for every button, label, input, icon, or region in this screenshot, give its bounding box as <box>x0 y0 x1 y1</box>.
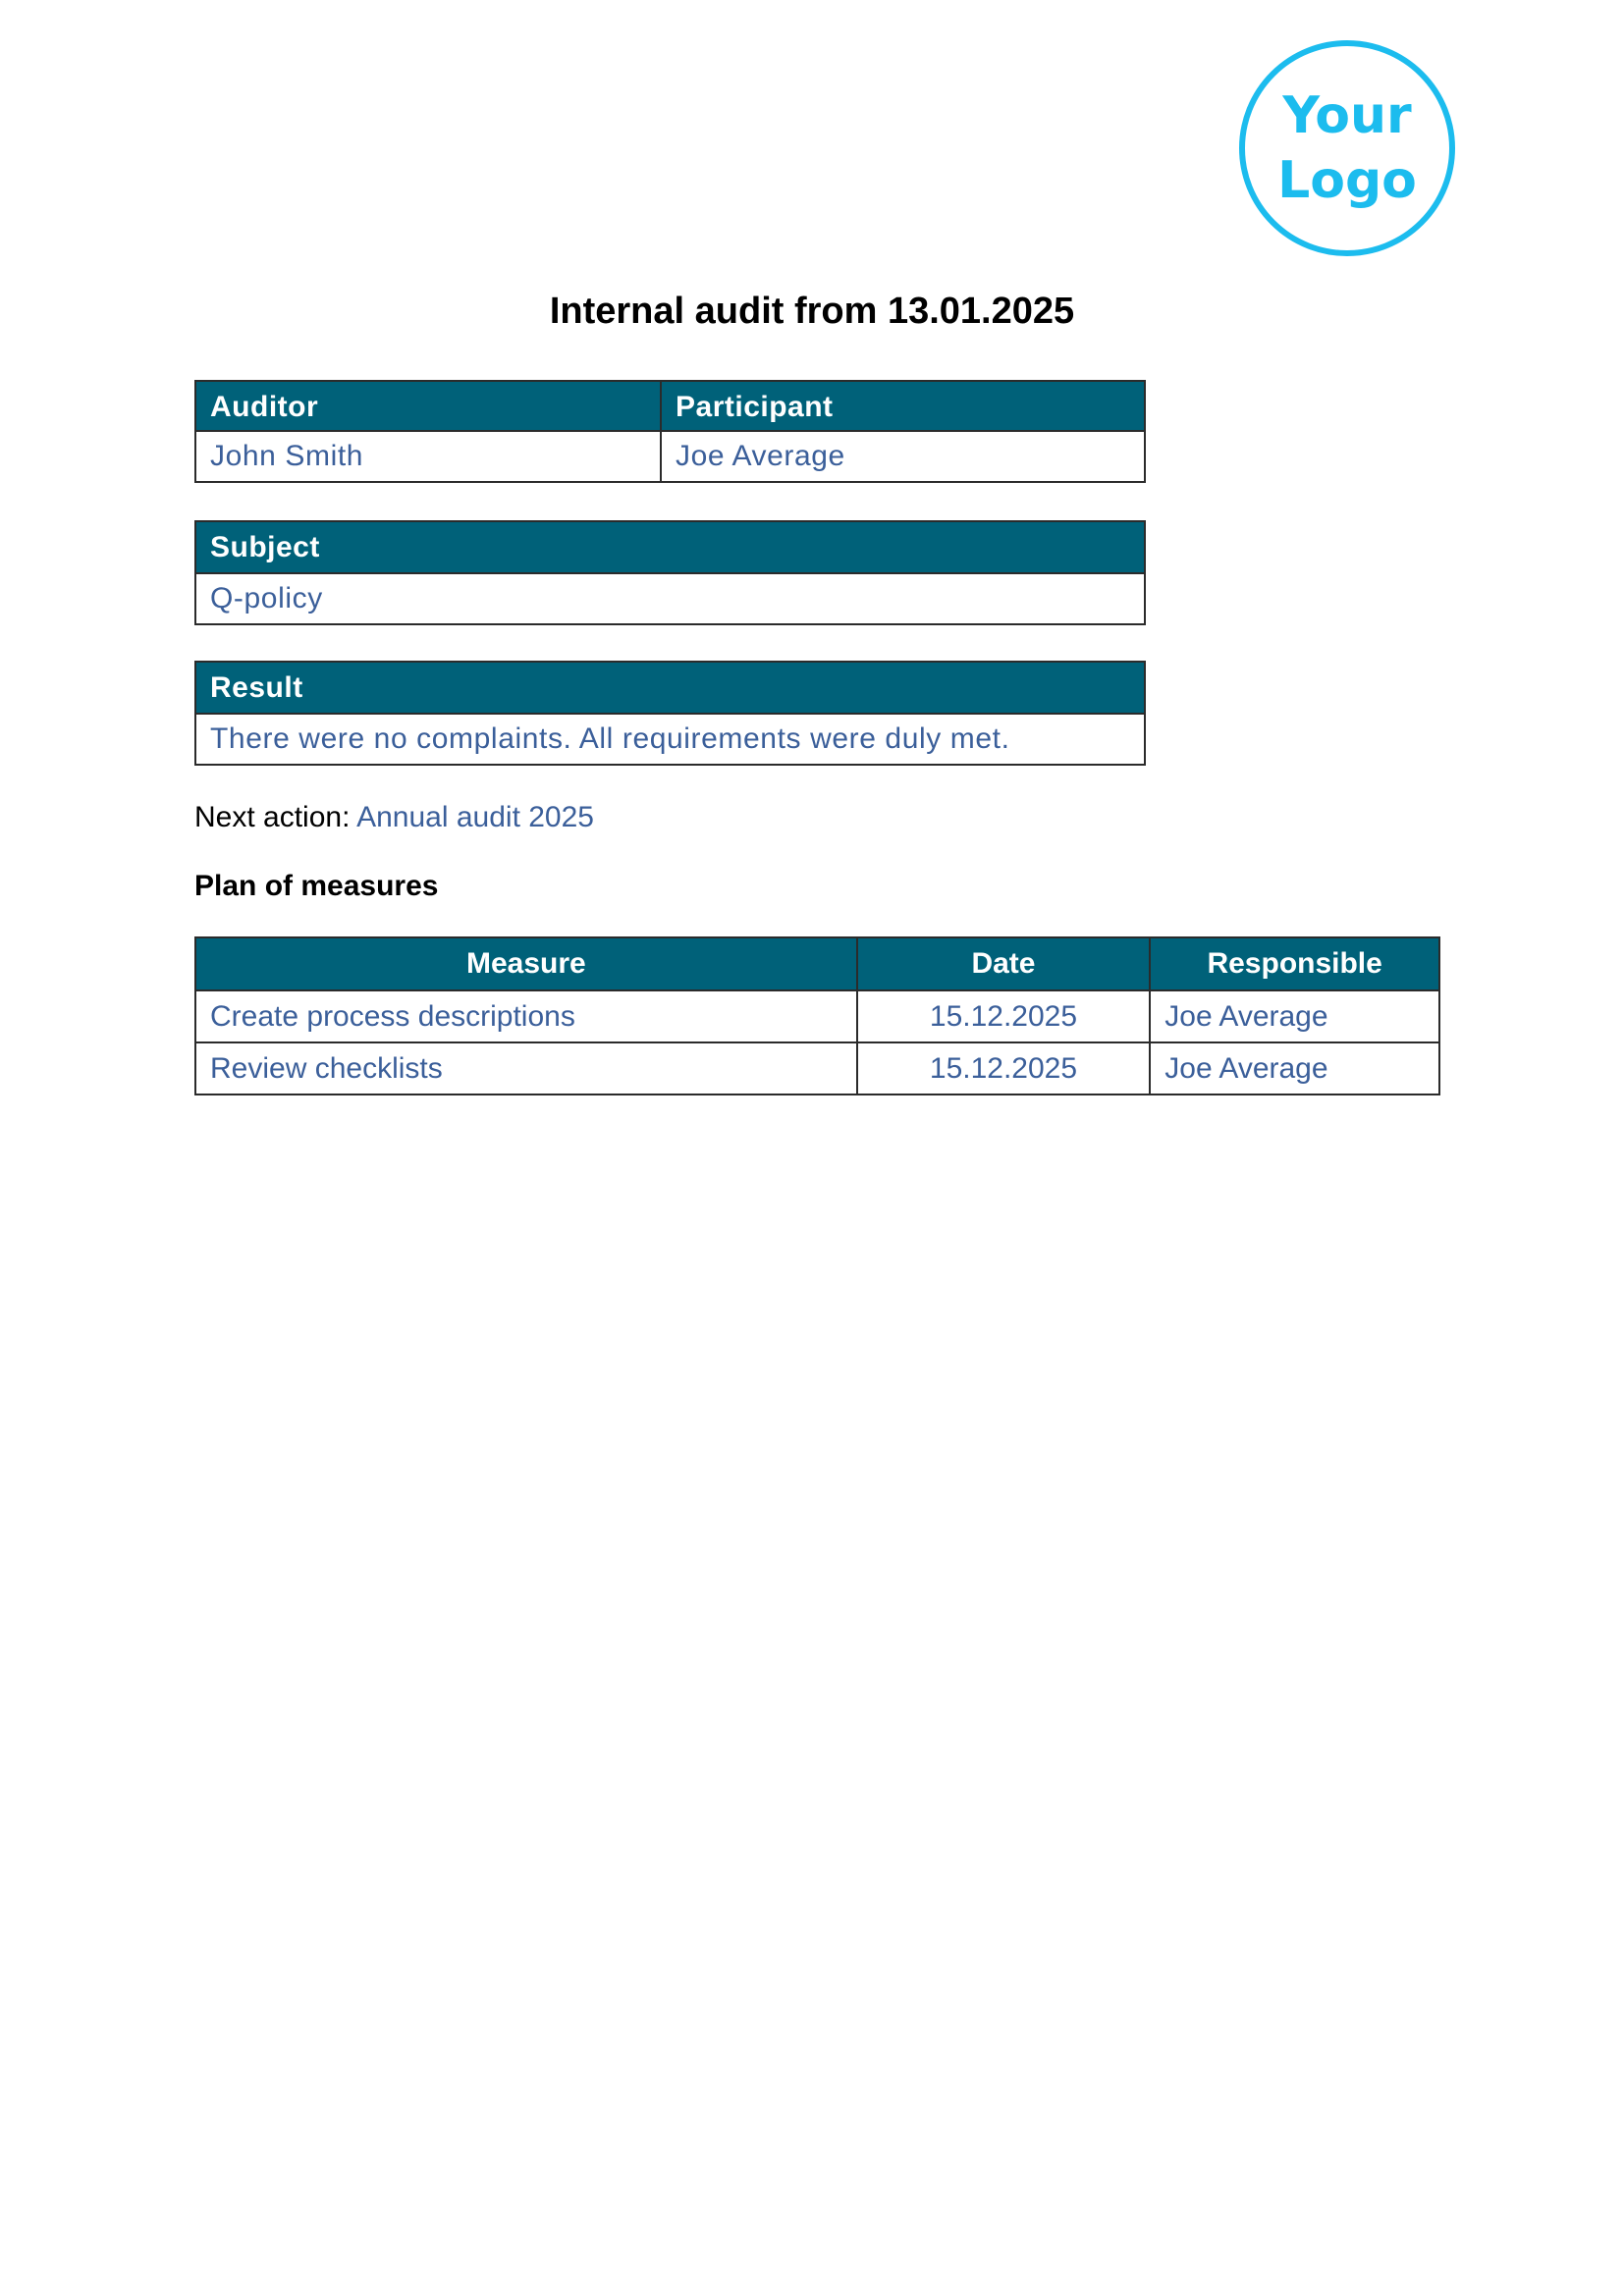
document-title: Internal audit from 13.01.2025 <box>549 291 1075 332</box>
result-value: There were no complaints. All requirements were duly met. <box>210 722 1010 755</box>
participant-header: Participant <box>662 382 1144 432</box>
plan-title: Plan of measures <box>194 870 439 902</box>
subject-value: Q-policy <box>210 582 323 614</box>
measures-header-row <box>195 937 1439 990</box>
table-row <box>195 990 1439 1042</box>
table-row <box>195 1042 1439 1095</box>
measure-cell: Review checklists <box>195 1042 857 1095</box>
date-cell: 15.12.2025 <box>857 990 1151 1042</box>
result-header: Result <box>196 663 1144 715</box>
subject-table <box>194 520 1146 625</box>
next-action <box>194 798 594 837</box>
responsible-cell: Joe Average <box>1150 1042 1439 1095</box>
responsible-cell: Joe Average <box>1150 990 1439 1042</box>
logo-line-1: Your <box>1282 86 1412 145</box>
date-cell: 15.12.2025 <box>857 1042 1151 1095</box>
result-table <box>194 661 1146 766</box>
next-action-label: Next action: <box>194 801 351 833</box>
logo <box>1239 40 1455 256</box>
auditor-value: John Smith <box>196 432 662 481</box>
next-action-value: Annual audit 2025 <box>356 801 594 833</box>
measure-cell: Create process descriptions <box>195 990 857 1042</box>
header-date: Date <box>857 937 1151 990</box>
participant-value: Joe Average <box>676 440 845 472</box>
header-responsible: Responsible <box>1150 937 1439 990</box>
measures-table <box>194 936 1440 1095</box>
subject-header: Subject <box>196 522 1144 574</box>
logo-line-2: Logo <box>1277 151 1417 210</box>
header-measure: Measure <box>195 937 857 990</box>
auditor-participant-table <box>194 380 1146 483</box>
auditor-header: Auditor <box>196 382 662 432</box>
